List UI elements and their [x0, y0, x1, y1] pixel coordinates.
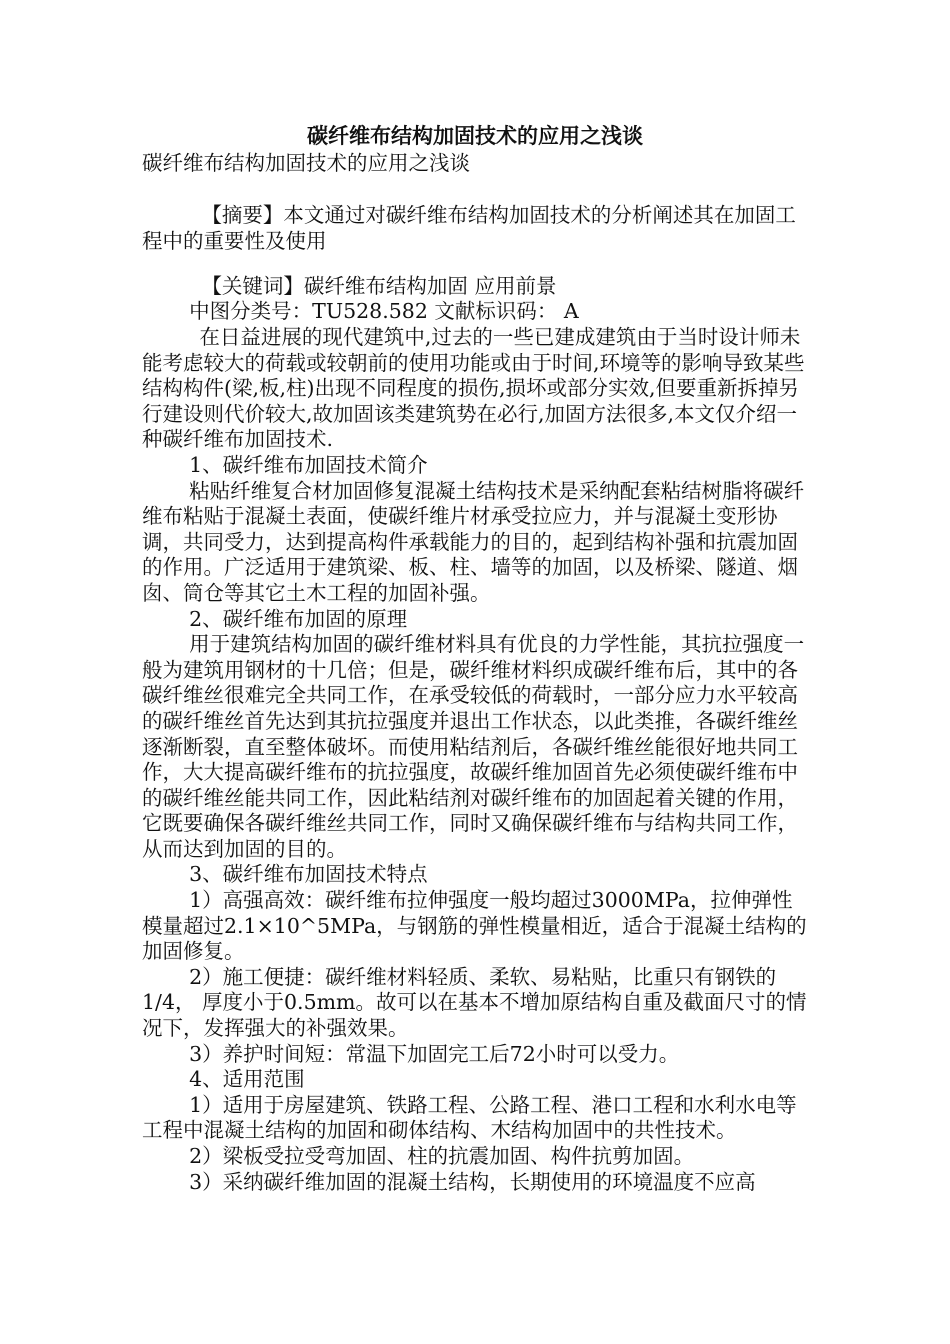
- list-item: 1）适用于房屋建筑、铁路工程、公路工程、港口工程和水利水电等工程中混凝土结构的加固和砌体结构、木结构加固中的共性技术。: [142, 1092, 797, 1143]
- list-item: 2）梁板受拉受弯加固、柱的抗震加固、构件抗剪加固。: [189, 1144, 695, 1168]
- section-heading-3: 3、碳纤维布加固技术特点: [189, 862, 428, 887]
- abstract-paragraph: 【摘要】本文通过对碳纤维布结构加固技术的分析阐述其在加固工程中的重要性及使用: [142, 203, 796, 253]
- list-item: 3）养护时间短：常温下加固完工后72小时可以受力。: [189, 1041, 680, 1066]
- keywords-line: 【关键词】碳纤维布结构加固 应用前景: [201, 274, 557, 298]
- classification-line: 中图分类号：TU528.582 文献标识码： A: [189, 299, 579, 323]
- section-heading-4: 4、适用范围: [189, 1067, 305, 1092]
- section-heading-2: 2、碳纤维布加固的原理: [189, 606, 408, 631]
- document-title: 碳纤维布结构加固技术的应用之浅谈: [307, 123, 643, 148]
- body-text: [142, 325, 810, 1195]
- list-item: 1）高强高效：碳纤维布拉伸强度一般均超过3000MPa，拉伸弹性模量超过2.1×10^5MPa，与钢筋的弹性模量相近，适合于混凝土结构的加固修复。: [142, 888, 807, 964]
- list-item: 3）采纳碳纤维加固的混凝土结构，长期使用的环境温度不应高: [189, 1169, 756, 1194]
- list-item: 2）施工便捷：碳纤维材料轻质、柔软、易粘贴，比重只有钢铁的1/4， 厚度小于0.5mm。故可以在基本不增加原结构自重及截面尺寸的情况下，发挥强大的补强效果。: [142, 964, 807, 1041]
- intro-paragraph: 在日益进展的现代建筑中,过去的一些已建成建筑由于当时设计师未能考虑较大的荷载或较朝前的使用功能或由于时间,环境等的影响导致某些结构构件(梁,板,柱)出现不同程度的损伤,损坏或部分实效,但要重新拆掉另行建设则代价较大,故加固该类建筑势在必行,加固方法很多,本文仅介绍一种碳纤维布加固技术.: [142, 325, 805, 452]
- body-paragraph: 粘贴纤维复合材加固修复混凝土结构技术是采纳配套粘结树脂将碳纤维布粘贴于混凝土表面，使碳纤维片材承受拉应力，并与混凝土变形协调，共同受力，达到提高构件承载能力的目的，起到结构补强和抗震加固的作用。广泛适用于建筑梁、板、柱、墙等的加固，以及桥梁、隧道、烟囱、筒仓等其它土木工程的加固补强。: [142, 478, 805, 605]
- body-paragraph: 用于建筑结构加固的碳纤维材料具有优良的力学性能，其抗拉强度一般为建筑用钢材的十几倍；但是，碳纤维材料织成碳纤维布后，其中的各碳纤维丝很难完全共同工作，在承受较低的荷载时，一部分应力水平较高的碳纤维丝首先达到其抗拉强度并退出工作状态，以此类推，各碳纤维丝逐渐断裂，直至整体破坏。而使用粘结剂后，各碳纤维丝能很好地共同工作，大大提高碳纤维布的抗拉强度，故碳纤维加固首先必须使碳纤维布中的碳纤维丝能共同工作，因此粘结剂对碳纤维布的加固起着关键的作用，它既要确保各碳纤维丝共同工作，同时又确保碳纤维布与结构共同工作，从而达到加固的目的。: [142, 632, 805, 861]
- document-subtitle: 碳纤维布结构加固技术的应用之浅谈: [142, 151, 470, 175]
- section-heading-1: 1、碳纤维布加固技术简介: [189, 452, 428, 477]
